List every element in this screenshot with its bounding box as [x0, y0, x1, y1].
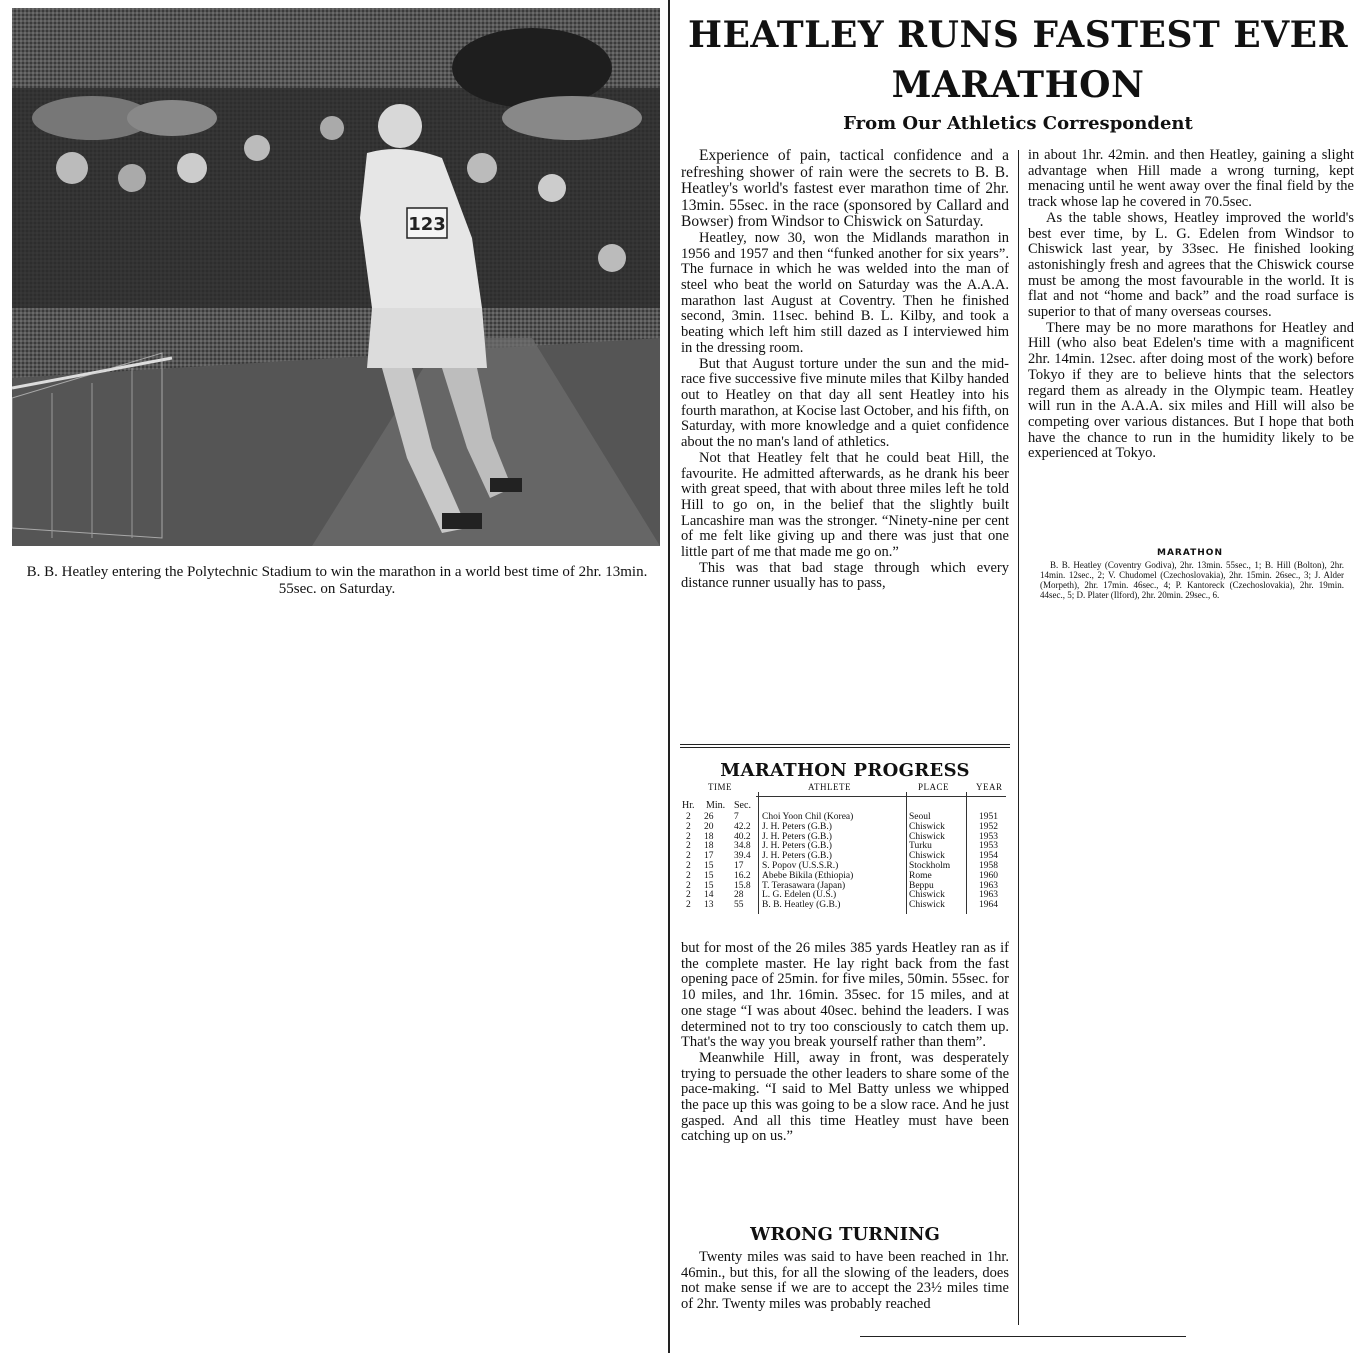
table-subheader-hr: Hr.: [682, 800, 695, 811]
table-cell-athlete: J. H. Peters (G.B.): [762, 851, 832, 862]
table-cell-hr: 2: [686, 812, 691, 822]
table-cell-hr: 2: [686, 870, 691, 881]
table-header-athlete: ATHLETE: [808, 782, 851, 792]
byline: From Our Athletics Correspondent: [843, 113, 1193, 134]
table-cell-sec: 7: [734, 812, 739, 822]
table-cell-year: 1951: [979, 812, 998, 822]
table-cell-min: 13: [704, 900, 714, 911]
article-paragraph: Heatley, now 30, won the Midlands marathon in 1956 and 1957 and then “funked another for six years”. The furnace in which he was welded into the man of steel who beat the world on Saturday was the A.A.A. marathon last August at Coventry. Then he finished second, 3min. 11sec. behind B. L. Kilby, and took a beating which left him still dazed as I interviewed him in the dressing room.: [681, 229, 1009, 356]
table-cell-place: Beppu: [909, 880, 934, 891]
article-paragraph: in about 1hr. 42min. and then Heatley, gaining a slight advantage when Hill made a wrong turning, kept menacing until he went away over the final field by the track whose lap he covered in 70.5sec.: [1028, 147, 1354, 211]
table-cell-sec: 42.2: [734, 821, 751, 832]
table-cell-place: Chiswick: [909, 890, 945, 901]
article-paragraph: As the table shows, Heatley improved the world's best ever time, by L. G. Edelen from Windsor to Chiswick last year, by 33sec. He finished looking astonishingly fresh and agrees that the Chiswick course must be among the most favourable in the world. It is flat and not “home and back” and the road surface is superior to that of many overseas courses.: [1028, 209, 1354, 321]
table-row: [680, 881, 1010, 891]
table-cell-athlete: J. H. Peters (G.B.): [762, 841, 832, 852]
table-cell-place: Stockholm: [909, 861, 951, 871]
article-paragraph: Twenty miles was said to have been reached in 1hr. 46min., but this, for all the slowing of the leaders, does not make sense if we are to accept the 23½ miles time of 2hr. Twenty miles was probably reached: [681, 1249, 1009, 1313]
table-cell-sec: 39.4: [734, 851, 751, 862]
table-cell-sec: 34.8: [734, 841, 751, 852]
table-row: [680, 832, 1010, 842]
article-paragraph: Meanwhile Hill, away in front, was desperately trying to persuade the other leaders to share some of the pace-making. “I said to Mel Batty unless we whipped the pace up this was going to be a slow race. And he just gasped. And all this time Heatley must have been catching up on us.”: [681, 1049, 1009, 1145]
table-cell-athlete: S. Popov (U.S.S.R.): [762, 861, 839, 871]
table-cell-year: 1954: [979, 851, 998, 862]
table-cell-place: Turku: [909, 841, 932, 852]
bottom-rule: [860, 1336, 1186, 1337]
table-cell-min: 14: [704, 890, 714, 901]
table-row: [680, 861, 1010, 871]
article-paragraph: But that August torture under the sun and the mid-race five successive five minute miles that Kilby handed out to Heatley on that day all sent Heatley into his fourth marathon, at Kocise last October, and his fifth, on Saturday, with more knowledge and a quiet confidence about the no man's land of athletics.: [681, 355, 1009, 451]
table-cell-sec: 40.2: [734, 831, 751, 842]
article-column-1-continued: [681, 941, 1009, 1145]
table-row: [680, 900, 1010, 910]
table-cell-year: 1952: [979, 821, 998, 832]
table-row: [680, 822, 1010, 832]
table-cell-year: 1964: [979, 900, 998, 911]
table-cell-hr: 2: [686, 851, 691, 862]
table-cell-hr: 2: [686, 861, 691, 871]
table-row: [680, 851, 1010, 861]
table-cell-athlete: B. B. Heatley (G.B.): [762, 900, 841, 911]
runner-photo: [12, 8, 660, 546]
table-cell-sec: 17: [734, 861, 744, 871]
table-row: [680, 890, 1010, 900]
table-row: [680, 812, 1010, 822]
table-cell-min: 15: [704, 861, 714, 871]
table-cell-hr: 2: [686, 841, 691, 852]
table-cell-hr: 2: [686, 900, 691, 911]
article-paragraph: There may be no more marathons for Heatley and Hill (who also beat Edelen's time with a magnificent 2hr. 14min. 12sec. after doing most of the work) before Tokyo if they are to believe hints that the selectors regard them as already in the Olympic team. Heatley will run in the A.A.A. six miles and Hill will also be competing over various distances. But I hope that both have the chance to run in the humidity likely to be experienced at Tokyo.: [1028, 319, 1354, 462]
table-cell-hr: 2: [686, 890, 691, 901]
marathon-progress-table: [680, 744, 1010, 924]
table-cell-min: 15: [704, 870, 714, 881]
table-cell-athlete: T. Terasawara (Japan): [762, 880, 846, 891]
table-cell-min: 18: [704, 831, 714, 842]
table-cell-place: Chiswick: [909, 851, 945, 862]
table-cell-athlete: J. H. Peters (G.B.): [762, 821, 832, 832]
table-subheader-min: Min.: [706, 800, 726, 811]
table-cell-sec: 28: [734, 890, 744, 901]
table-cell-sec: 15.8: [734, 880, 751, 891]
table-cell-athlete: Choi Yoon Chil (Korea): [762, 812, 854, 822]
table-cell-place: Rome: [909, 870, 932, 881]
table-header-time: TIME: [708, 782, 732, 792]
headline: HEATLEY RUNS FASTEST EVER MARATHON: [687, 14, 1349, 106]
bib-number: 123: [408, 214, 446, 235]
table-row: [680, 871, 1010, 881]
table-row: [680, 841, 1010, 851]
table-cell-year: 1953: [979, 831, 998, 842]
article-paragraph: but for most of the 26 miles 385 yards Heatley ran as if the complete master. He lay right back from the fast opening pace of 25min. for five miles, 50min. 55sec. for 10 miles, and 1hr. 16min. 35sec. for 15 miles, and at one stage “I was about 40sec. behind the leaders. I was determined not to try too consciously to catch them up. That's the way you break yourself rather than them”.: [681, 940, 1009, 1051]
column-rule: [668, 0, 670, 1353]
table-cell-athlete: Abebe Bikila (Ethiopia): [762, 870, 854, 881]
table-cell-year: 1953: [979, 841, 998, 852]
table-cell-min: 18: [704, 841, 714, 852]
table-cell-sec: 16.2: [734, 870, 751, 881]
article-paragraph: Not that Heatley felt that he could beat Hill, the favourite. He admitted afterwards, as he drank his beer with great speed, that with about three miles left he told Hill to go on, in the belief that the slightly built Lancashire man was the stronger. “Ninety-nine per cent of me felt like giving up and there was just that one little part of me that made me go on.”: [681, 449, 1009, 561]
article-column-1-end: [681, 1250, 1009, 1313]
table-header-year: YEAR: [976, 782, 1003, 792]
table-title: MARATHON PROGRESS: [720, 760, 970, 781]
table-cell-athlete: J. H. Peters (G.B.): [762, 831, 832, 842]
results-title: MARATHON: [1157, 548, 1223, 558]
table-cell-year: 1963: [979, 890, 998, 901]
table-cell-place: Chiswick: [909, 821, 945, 832]
table-cell-place: Chiswick: [909, 831, 945, 842]
table-cell-hr: 2: [686, 880, 691, 891]
table-cell-year: 1958: [979, 861, 998, 871]
table-cell-min: 15: [704, 880, 714, 891]
article-column-2: [1028, 148, 1354, 462]
table-cell-year: 1960: [979, 870, 998, 881]
table-cell-place: Seoul: [909, 812, 931, 822]
article-paragraph: This was that bad stage through which every distance runner usually has to pass,: [681, 559, 1009, 592]
table-cell-min: 26: [704, 812, 714, 822]
table-cell-hr: 2: [686, 821, 691, 832]
table-cell-athlete: L. G. Edelen (U.S.): [762, 890, 837, 901]
table-header-place: PLACE: [918, 782, 950, 792]
column-rule: [1018, 150, 1019, 1325]
article-column-1: [681, 148, 1009, 592]
table-cell-sec: 55: [734, 900, 744, 911]
table-cell-year: 1963: [979, 880, 998, 891]
table-subheader-sec: Sec.: [734, 800, 751, 811]
article-paragraph: Experience of pain, tactical confidence and a refreshing shower of rain were the secrets to B. B. Heatley's world's fastest ever marathon time of 2hr. 13min. 55sec. in the race (sponsored by Callard and Bowser) from Windsor to Chiswick on Saturday.: [681, 147, 1009, 231]
table-cell-min: 20: [704, 821, 714, 832]
subheading: WRONG TURNING: [750, 1224, 940, 1245]
table-cell-hr: 2: [686, 831, 691, 842]
results-text: B. B. Heatley (Coventry Godiva), 2hr. 13min. 55sec., 1; B. Hill (Bolton), 2hr. 14min. 12sec., 2; V. Chudomel (Czechoslovakia), 2hr. 15min. 26sec., 3; J. Alder (Morpeth), 2hr. 17min. 46sec., 4; P. Kantoreck (Czechoslovakia), 2hr. 19min. 44sec., 5; D. Plater (Ilford), 2hr. 20min. 29sec., 6.: [1040, 560, 1344, 600]
table-cell-place: Chiswick: [909, 900, 945, 911]
photo-caption: B. B. Heatley entering the Polytechnic Stadium to win the marathon in a world best time of 2hr. 13min. 55sec. on Saturday.: [26, 564, 648, 597]
table-cell-min: 17: [704, 851, 714, 862]
